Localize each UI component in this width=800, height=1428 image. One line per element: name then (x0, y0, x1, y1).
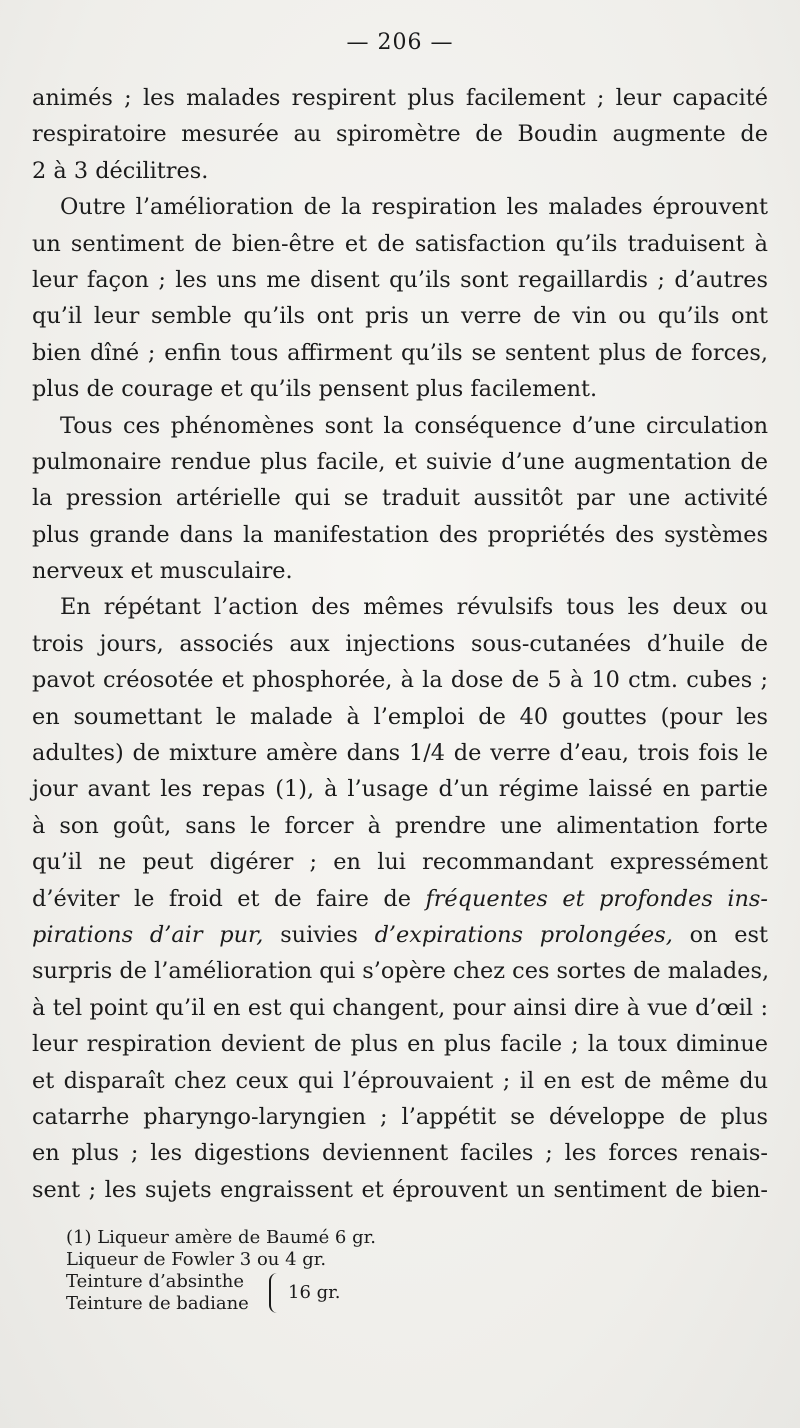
text-run: En répétant l’action des mêmes révulsifs tous les deux ou (60, 594, 768, 621)
text-run: surpris de l’amélioration qui s’opère chez ces sortes de malades, (32, 958, 770, 985)
text-run: à son goût, sans le forcer à prendre une alimentation forte (32, 812, 768, 839)
text-line (32, 1026, 768, 1062)
footnote-line: (1) Liqueur amère de Baumé 6 gr. (66, 1227, 376, 1248)
footnote-brace-item: Teinture d’absinthe (66, 1271, 244, 1292)
text-line (32, 153, 768, 189)
text-line (32, 771, 768, 807)
text-line (32, 80, 768, 116)
text-line (32, 262, 768, 298)
text-run: d’éviter le froid et de faire de (32, 885, 426, 912)
text-line (32, 444, 768, 480)
text-line (32, 371, 768, 407)
text-line (32, 589, 768, 625)
text-line (32, 480, 768, 516)
text-run: jour avant les repas (1), à l’usage d’un régime laissé en partie (32, 776, 768, 803)
text-line (32, 662, 768, 698)
text-line (32, 226, 768, 262)
text-line (32, 1172, 768, 1208)
text-line (32, 335, 768, 371)
text-line (32, 1099, 768, 1135)
text-line (32, 881, 768, 917)
body-text (32, 80, 768, 1208)
text-run: Outre l’amélioration de la respiration les malades éprouvent (60, 194, 768, 221)
text-line (32, 1135, 768, 1171)
brace-symbol (269, 1273, 279, 1313)
italic-text: pirations d’air pur, (32, 921, 264, 948)
text-line (32, 953, 768, 989)
text-run: pavot créosotée et phosphorée, à la dose de 5 à 10 ctm. cubes ; (32, 667, 768, 694)
text-run: leur respiration devient de plus en plus facile ; la toux diminue (32, 1031, 768, 1058)
text-line (32, 517, 768, 553)
text-line (32, 990, 768, 1026)
text-run: sent ; les sujets engraissent et éprouvent un sentiment de bien- (32, 1176, 768, 1203)
text-line (32, 917, 768, 953)
footnote-line: Liqueur de Fowler 3 ou 4 gr. (66, 1249, 327, 1270)
text-run: qu’il ne peut digérer ; en lui recommandant expressément (32, 849, 768, 876)
text-run: plus grande dans la manifestation des propriétés des systèmes (32, 521, 768, 548)
text-run: qu’il leur semble qu’ils ont pris un verre de vin ou qu’ils ont (32, 303, 768, 330)
footnotes (66, 1227, 486, 1315)
text-run: catarrhe pharyngo-laryngien ; l’appétit se développe de plus (32, 1103, 768, 1130)
text-line (32, 808, 768, 844)
text-run: pulmonaire rendue plus facile, et suivie d’une augmentation de (32, 448, 768, 475)
footnote-brace-item: Teinture de badiane (66, 1293, 249, 1314)
text-run: respiratoire mesurée au spiromètre de Boudin augmente de (32, 121, 768, 148)
text-run: la pression artérielle qui se traduit aussitôt par une activité (32, 485, 768, 512)
text-run: en soumettant le malade à l’emploi de 40 gouttes (pour les (32, 703, 768, 730)
text-line (32, 189, 768, 225)
text-run: et disparaît chez ceux qui l’éprouvaient ; il en est de même du (32, 1067, 768, 1094)
text-run: à tel point qu’il en est qui changent, pour ainsi dire à vue d’œil : (32, 994, 768, 1021)
italic-text: d’expirations prolongées, (374, 921, 673, 948)
text-line (32, 699, 768, 735)
italic-text: fréquentes et profondes ins- (425, 885, 768, 912)
text-line (32, 298, 768, 334)
text-run: animés ; les malades respirent plus facilement ; leur capacité (32, 85, 768, 111)
text-line (32, 116, 768, 152)
text-line (32, 844, 768, 880)
text-run: suivies (263, 921, 375, 948)
text-run: Tous ces phénomènes sont la conséquence d’une circulation (60, 412, 768, 439)
text-line (32, 553, 768, 589)
text-run: on est (672, 921, 768, 948)
text-line (32, 408, 768, 444)
text-run: nerveux et musculaire. (32, 558, 293, 585)
text-run: adultes) de mixture amère dans 1/4 de verre d’eau, trois fois le (32, 740, 768, 767)
text-run: bien dîné ; enfin tous affirment qu’ils se sentent plus de forces, (32, 339, 768, 366)
page-number: — 206 — (346, 30, 454, 55)
text-line (32, 626, 768, 662)
text-run: plus de courage et qu’ils pensent plus facilement. (32, 376, 598, 403)
text-run: 2 à 3 décilitres. (32, 157, 209, 184)
text-run: un sentiment de bien-être et de satisfaction qu’ils traduisent à (32, 230, 768, 257)
text-line (32, 1063, 768, 1099)
text-run: leur façon ; les uns me disent qu’ils sont regaillardis ; d’autres (32, 266, 768, 293)
text-line (32, 735, 768, 771)
text-run: trois jours, associés aux injections sous-cutanées d’huile de (32, 630, 768, 657)
text-run: en plus ; les digestions deviennent faciles ; les forces renais- (32, 1140, 768, 1167)
footnote-brace-group (66, 1271, 486, 1315)
footnote-brace-dose: 16 gr. (288, 1282, 341, 1303)
